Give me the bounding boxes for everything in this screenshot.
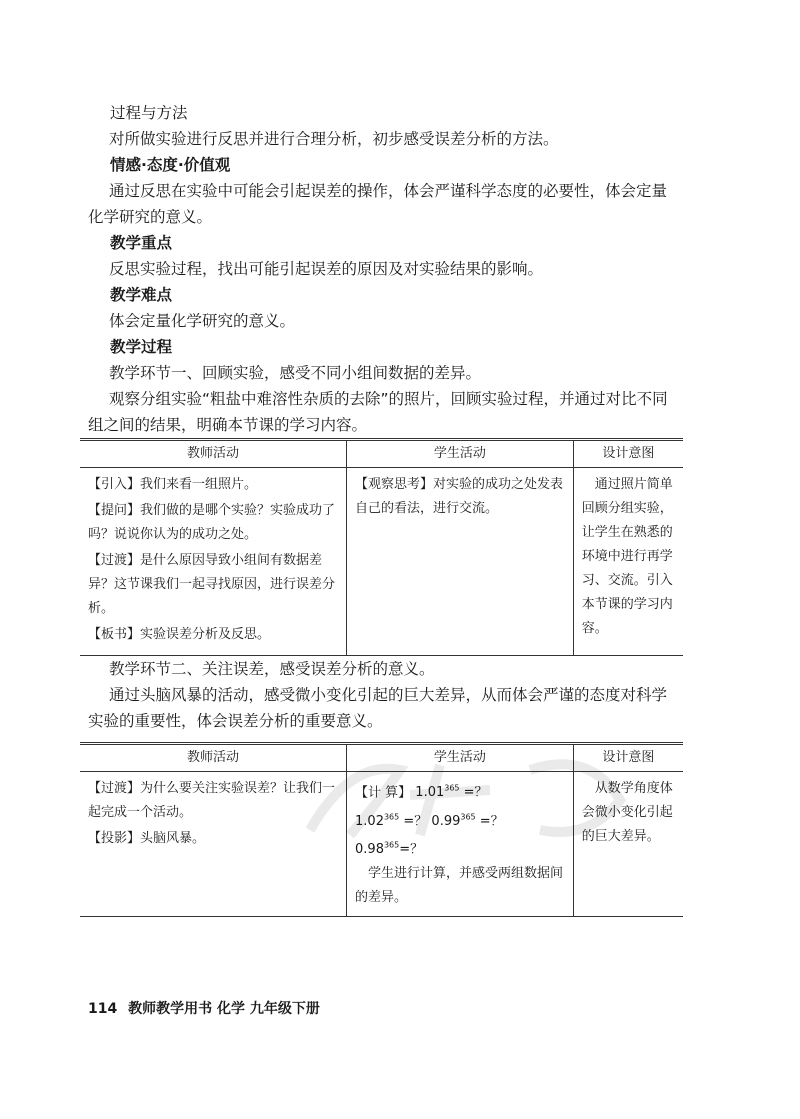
page-number: 114: [88, 1001, 118, 1017]
header-teacher: 教师活动: [80, 440, 347, 468]
page-footer: [88, 998, 320, 1018]
design-intent-cell: [573, 772, 683, 917]
calc-label: 【计 算】: [355, 785, 412, 801]
teacher-activity-cell: [80, 468, 347, 656]
process-method-text: 对所做实验进行反思并进行合理分析，初步感受误差分析的方法。: [109, 130, 559, 148]
book-title: 教师教学用书 化学 九年级下册: [128, 1001, 320, 1017]
student-activity-cell: [347, 772, 574, 917]
header-student: 学生活动: [347, 440, 574, 468]
intent-text: 从数学角度体会微小变化引起的巨大差异。: [581, 781, 673, 844]
key-point-heading: 教学重点: [110, 234, 173, 252]
header-intent: 设计意图: [573, 744, 683, 772]
student-activity-cell: [347, 468, 574, 656]
formula-4: $0.98^{365}=$？: [355, 840, 424, 857]
emotion-heading: 情感·态度·价值观: [110, 156, 231, 174]
teacher-activity-cell: [80, 772, 347, 917]
teacher-item: 【板书】实验误差分析及反思。: [88, 627, 271, 642]
formula-line-3: [355, 834, 565, 862]
student-note: 学生进行计算，并感受两组数据间的差异。: [355, 865, 564, 905]
teacher-item: 【提问】我们做的是哪个实验？实验成功了吗？说说你认为的成功之处。: [88, 503, 336, 542]
process-heading: 教学过程: [110, 338, 173, 356]
stage2-text: 通过头脑风暴的活动，感受微小变化引起的巨大差异，从而体会严谨的态度对科学实验的重要性，体会误差分析的重要意义。: [88, 686, 668, 730]
formula-2: $1.02^{365}$ =？: [355, 812, 428, 829]
activity-table-1: [80, 438, 683, 656]
formula-line-1: [355, 777, 565, 805]
teacher-item: 【过渡】是什么原因导致小组间有数据差异？这节课我们一起寻找原因，进行误差分析。: [88, 553, 336, 616]
process-method-heading: 过程与方法: [110, 104, 188, 122]
key-point-text: 反思实验过程，找出可能引起误差的原因及对实验结果的影响。: [109, 260, 544, 278]
stage1-text: 观察分组实验“粗盐中难溶性杂质的去除”的照片，回顾实验过程，并通过对比不同组之间的结果，明确本节课的学习内容。: [88, 390, 668, 434]
stage1-heading: 教学环节一、回顾实验，感受不同小组间数据的差异。: [109, 364, 482, 382]
activity-table-2: [80, 742, 683, 917]
difficulty-heading: 教学难点: [110, 286, 173, 304]
student-item: 【观察思考】对实验的成功之处发表自己的看法，进行交流。: [355, 477, 564, 516]
table-row: [80, 468, 683, 656]
table-header-row: [80, 744, 683, 772]
emotion-text: 通过反思在实验中可能会引起误差的操作，体会严谨科学态度的必要性，体会定量化学研究的意义。: [88, 182, 668, 226]
header-intent: 设计意图: [573, 440, 683, 468]
table-header-row: [80, 440, 683, 468]
formula-3: $0.99^{365}$ =？: [431, 812, 504, 829]
teacher-item: 【投影】头脑风暴。: [88, 831, 206, 846]
table-row: [80, 772, 683, 917]
teacher-item: 【过渡】为什么要关注实验误差？让我们一起完成一个活动。: [88, 781, 336, 820]
difficulty-text: 体会定量化学研究的意义。: [109, 312, 296, 330]
header-teacher: 教师活动: [80, 744, 347, 772]
stage2-heading: 教学环节二、关注误差，感受误差分析的意义。: [109, 660, 435, 678]
formula-1: $1.01^{365}$ =？: [415, 784, 488, 801]
design-intent-cell: [573, 468, 683, 656]
formula-line-2: [355, 805, 565, 833]
intent-text: 通过照片简单回顾分组实验，让学生在熟悉的环境中进行再学习、交流。引入本节课的学习内容。: [581, 477, 673, 636]
teacher-item: 【引入】我们来看一组照片。: [88, 477, 258, 492]
header-student: 学生活动: [347, 744, 574, 772]
